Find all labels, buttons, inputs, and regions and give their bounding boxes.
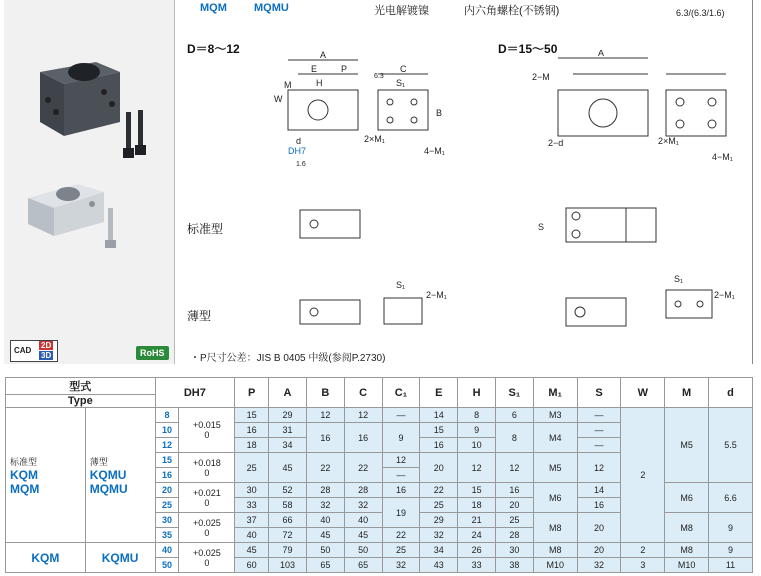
- top-col-finish: 光电解镀镍: [374, 5, 429, 17]
- roughness-16: 1.6: [296, 161, 306, 168]
- type-cell-kqmu: KQMU: [85, 543, 155, 573]
- dim-W: W: [274, 94, 283, 104]
- table-cell: 30: [235, 483, 269, 498]
- table-cell: 16: [496, 483, 534, 498]
- table-cell: M8: [665, 513, 709, 543]
- table-cell: 40: [155, 543, 179, 558]
- header-C: C: [344, 378, 382, 408]
- header-S: S: [577, 378, 621, 408]
- table-cell: 22: [420, 483, 458, 498]
- table-cell: 31: [269, 423, 307, 438]
- table-cell: +0.025 0: [179, 543, 235, 573]
- dim-2-d: 2−d: [548, 138, 564, 148]
- table-cell: 60: [235, 558, 269, 573]
- table-cell: 12: [382, 453, 420, 468]
- dim-2-M1-thin: 2−M₁: [426, 290, 447, 300]
- technical-drawings: [178, 50, 753, 350]
- table-cell: 34: [269, 438, 307, 453]
- top-col-bolt: 内六角螺栓(不锈钢): [464, 5, 560, 17]
- thin-type-label: 薄型: [187, 309, 212, 323]
- table-cell: 8: [496, 423, 534, 453]
- table-cell: 14: [577, 483, 621, 498]
- table-cell: 8: [155, 408, 179, 423]
- table-cell: M10: [665, 558, 709, 573]
- table-cell: —: [382, 408, 420, 423]
- table-cell: 65: [344, 558, 382, 573]
- table-cell: 10: [458, 438, 496, 453]
- table-cell: 12: [458, 453, 496, 483]
- table-cell: 12: [496, 453, 534, 483]
- header-C1: C₁: [382, 378, 420, 408]
- table-cell: 20: [577, 513, 621, 543]
- table-cell: 5.5: [709, 408, 753, 483]
- range-label-small: D＝8～12: [187, 42, 240, 56]
- table-cell: 24: [458, 528, 496, 543]
- table-cell: 30: [155, 513, 179, 528]
- table-cell: M4: [533, 423, 577, 453]
- table-cell: 45: [235, 543, 269, 558]
- dim-C: C: [400, 64, 407, 74]
- table-cell: 25: [496, 513, 534, 528]
- table-cell: 28: [496, 528, 534, 543]
- W-group1: 2: [621, 408, 665, 543]
- table-cell: 26: [458, 543, 496, 558]
- table-cell: 32: [577, 558, 621, 573]
- table-cell: 50: [344, 543, 382, 558]
- table-cell: +0.025 0: [179, 513, 235, 543]
- dim-S1-thin: S₁: [396, 280, 406, 290]
- table-cell: M8: [533, 543, 577, 558]
- table-cell: 22: [344, 453, 382, 483]
- table-cell: 15: [458, 483, 496, 498]
- table-cell: 45: [344, 528, 382, 543]
- header-P: P: [235, 378, 269, 408]
- dim-M: M: [284, 80, 292, 90]
- table-cell: M3: [533, 408, 577, 423]
- dim-B: B: [436, 108, 443, 118]
- table-cell: 6.6: [709, 483, 753, 513]
- table-cell: 12: [577, 453, 621, 483]
- table-cell: 16: [306, 423, 344, 453]
- header-xingshi: 型式: [6, 378, 156, 395]
- header-A: A: [269, 378, 307, 408]
- table-cell: 20: [420, 453, 458, 483]
- table-cell: 28: [344, 483, 382, 498]
- table-cell: 21: [458, 513, 496, 528]
- spec-table: [5, 377, 753, 573]
- table-cell: 33: [235, 498, 269, 513]
- range-label-large: D＝15～50: [498, 42, 558, 56]
- table-cell: —: [577, 423, 621, 438]
- roughness-symbol: 6.3/(6.3/1.6): [676, 8, 725, 18]
- table-cell: 79: [269, 543, 307, 558]
- table-cell: 45: [306, 528, 344, 543]
- table-cell: 16: [235, 423, 269, 438]
- top-col-mqm: MQM: [200, 2, 227, 14]
- table-cell: 33: [458, 558, 496, 573]
- table-cell: 28: [306, 483, 344, 498]
- table-cell: 9: [709, 513, 753, 543]
- header-S1: S₁: [496, 378, 534, 408]
- table-cell: 25: [155, 498, 179, 513]
- dim-P: P: [341, 64, 348, 74]
- table-cell: 16: [344, 423, 382, 453]
- table-cell: 9: [382, 423, 420, 453]
- table-cell: +0.015 0: [179, 408, 235, 453]
- header-B: B: [306, 378, 344, 408]
- top-col-mqmu: MQMU: [254, 2, 289, 14]
- type-cell-kqm: KQM: [6, 543, 86, 573]
- table-cell: 29: [269, 408, 307, 423]
- dim-d: d: [296, 136, 302, 146]
- header-E: E: [420, 378, 458, 408]
- table-cell: M10: [533, 558, 577, 573]
- table-cell: 12: [155, 438, 179, 453]
- table-cell: 11: [709, 558, 753, 573]
- table-cell: 25: [382, 543, 420, 558]
- dim-A-large: A: [598, 50, 605, 58]
- table-cell: +0.018 0: [179, 453, 235, 483]
- table-cell: 72: [269, 528, 307, 543]
- table-cell: M6: [533, 483, 577, 513]
- table-cell: 29: [420, 513, 458, 528]
- table-cell: 2: [621, 543, 665, 558]
- table-cell: 32: [382, 558, 420, 573]
- header-M: M: [665, 378, 709, 408]
- type-cell-thin: 薄型 KQMU MQMU: [85, 408, 155, 543]
- header-d: d: [709, 378, 753, 408]
- table-cell: 38: [496, 558, 534, 573]
- rohs-badge: RoHS: [136, 346, 169, 360]
- dim-E: E: [311, 64, 318, 74]
- table-cell: 58: [269, 498, 307, 513]
- table-cell: 10: [155, 423, 179, 438]
- table-cell: 50: [155, 558, 179, 573]
- header-H: H: [458, 378, 496, 408]
- table-cell: 16: [382, 483, 420, 498]
- dim-DH7: DH7: [288, 146, 307, 156]
- table-cell: 16: [420, 438, 458, 453]
- table-cell: —: [577, 438, 621, 453]
- table-cell: M5: [533, 453, 577, 483]
- roughness-63: 6.3: [374, 73, 384, 80]
- dim-S: S: [538, 222, 545, 232]
- table-cell: 37: [235, 513, 269, 528]
- table-cell: 16: [155, 468, 179, 483]
- table-cell: M6: [665, 483, 709, 513]
- table-cell: 20: [577, 543, 621, 558]
- table-cell: 20: [496, 498, 534, 513]
- table-cell: M8: [533, 513, 577, 543]
- table-cell: 40: [306, 513, 344, 528]
- table-cell: 6: [496, 408, 534, 423]
- product-photos: [4, 0, 174, 364]
- header-dh7: DH7: [155, 378, 235, 408]
- table-cell: —: [577, 408, 621, 423]
- table-cell: 32: [344, 498, 382, 513]
- table-cell: 12: [344, 408, 382, 423]
- table-cell: 22: [306, 453, 344, 483]
- table-cell: 25: [420, 498, 458, 513]
- table-cell: M5: [665, 408, 709, 483]
- table-cell: 40: [235, 528, 269, 543]
- dim-4-M1-large: 4−M₁: [712, 152, 733, 162]
- table-cell: 9: [458, 423, 496, 438]
- table-cell: 8: [458, 408, 496, 423]
- table-cell: 65: [306, 558, 344, 573]
- standard-type-label: 标准型: [187, 222, 224, 236]
- table-cell: 35: [155, 528, 179, 543]
- table-cell: 3: [621, 558, 665, 573]
- table-cell: 43: [420, 558, 458, 573]
- table-cell: 66: [269, 513, 307, 528]
- table-cell: 15: [155, 453, 179, 468]
- table-cell: M8: [665, 543, 709, 558]
- table-cell: 19: [382, 498, 420, 528]
- cad-badge: CAD 2D 3D: [10, 340, 58, 362]
- type-cell-std: 标准型 KQM MQM: [6, 408, 86, 543]
- dim-S1: S₁: [396, 78, 406, 88]
- table-cell: 52: [269, 483, 307, 498]
- dim-4-M1: 4−M₁: [424, 146, 445, 156]
- table-cell: 22: [382, 528, 420, 543]
- dim-2-M1-thin-large: 2−M₁: [714, 290, 735, 300]
- table-cell: 18: [458, 498, 496, 513]
- table-cell: 103: [269, 558, 307, 573]
- table-cell: 20: [155, 483, 179, 498]
- table-cell: 45: [269, 453, 307, 483]
- dim-H: H: [316, 78, 323, 88]
- table-cell: 16: [577, 498, 621, 513]
- table-cell: 32: [420, 528, 458, 543]
- table-cell: 40: [344, 513, 382, 528]
- table-cell: 25: [235, 453, 269, 483]
- table-cell: 15: [235, 408, 269, 423]
- table-cell: —: [382, 468, 420, 483]
- table-cell: 50: [306, 543, 344, 558]
- dim-S1-thin-large: S₁: [674, 274, 684, 284]
- table-cell: 18: [235, 438, 269, 453]
- tolerance-note: ・P尺寸公差：JIS B 0405 中级(参阅P.2730): [190, 353, 386, 364]
- dim-2-M: 2−M: [532, 72, 550, 82]
- header-M1: M₁: [533, 378, 577, 408]
- product-image-panel: [4, 0, 175, 364]
- top-partial-header: [178, 0, 761, 18]
- table-cell: 14: [420, 408, 458, 423]
- dim-2xM1: 2×M₁: [364, 134, 385, 144]
- table-cell: 32: [306, 498, 344, 513]
- table-cell: 12: [306, 408, 344, 423]
- table-cell: 34: [420, 543, 458, 558]
- header-W: W: [621, 378, 665, 408]
- dim-2xM1-large: 2×M₁: [658, 136, 679, 146]
- table-cell: 9: [709, 543, 753, 558]
- dim-A: A: [320, 50, 327, 60]
- header-type: Type: [6, 395, 156, 408]
- table-cell: 15: [420, 423, 458, 438]
- table-cell: +0.021 0: [179, 483, 235, 513]
- table-cell: 30: [496, 543, 534, 558]
